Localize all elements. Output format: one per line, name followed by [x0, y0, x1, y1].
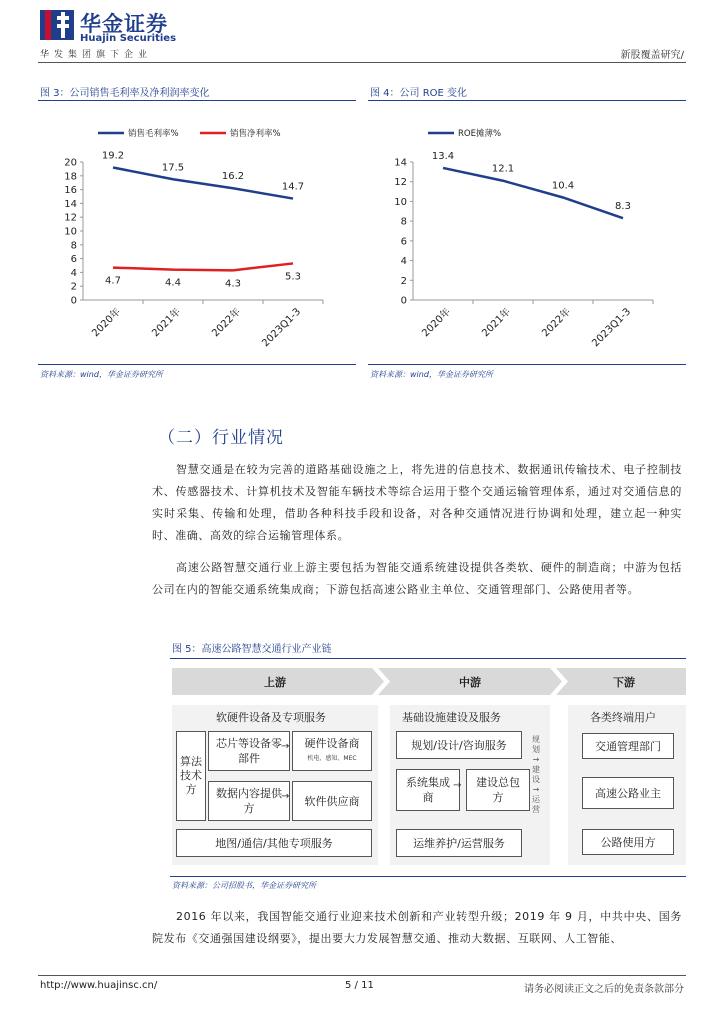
user-highway-owner: 高速公路业主 [582, 777, 674, 809]
upstream-title: 软硬件设备及专项服务 [216, 711, 326, 724]
fig4-source-rule [368, 364, 686, 365]
data-label: 5.3 [285, 271, 301, 283]
downstream-panel [568, 705, 686, 865]
map-service-box: 地图/通信/其他专项服务 [176, 829, 372, 857]
contractor-box: 建设总包方 [466, 769, 530, 811]
fig4-source: 资料来源：wind，华金证券研究所 [370, 370, 493, 379]
y-tick-label: 14 [394, 157, 407, 169]
industry-chain-diagram [172, 668, 686, 874]
x-tick-label: 2023Q1-3 [260, 306, 304, 350]
y-tick-label: 6 [70, 254, 77, 266]
x-tick-label: 2020年 [420, 306, 454, 340]
downstream-title: 各类终端用户 [590, 711, 656, 724]
data-label: 17.5 [161, 162, 185, 174]
x-tick-label: 2020年 [90, 306, 124, 340]
y-tick-label: 2 [400, 275, 407, 287]
band-midstream: 中游 [459, 675, 481, 689]
fig5-source: 资料来源：公司招股书，华金证券研究所 [172, 881, 316, 890]
company-name-cn: 华金证券 [80, 12, 168, 36]
y-tick-label: 20 [64, 157, 77, 169]
midstream-title: 基础设施建设及服务 [402, 711, 501, 724]
y-tick-label: 16 [64, 185, 77, 197]
fig4-title-rule [368, 100, 686, 101]
fig5-title-rule [170, 658, 686, 659]
disclaimer-note: 请务必阅读正文之后的免责条款部分 [524, 984, 684, 995]
x-tick-label: 2021年 [480, 306, 514, 340]
data-label: 13.4 [431, 150, 455, 162]
y-tick-label: 4 [70, 267, 77, 279]
paragraph-3: 2016 年以来，我国智能交通行业迎来技术创新和产业转型升级；2019 年 9 月，中共中央、国务院发布《交通强国建设纲要》，提出要大力发展智慧交通、推动大数据、互联网、人工智能、 [152, 910, 682, 945]
algo-box: 算法技术方 [176, 731, 206, 821]
data-label: 4.3 [225, 278, 241, 290]
data-label: 4.7 [105, 275, 121, 287]
legend-label: 销售净利率% [230, 129, 281, 139]
chart-margin [38, 104, 358, 362]
x-tick-label: 2021年 [150, 306, 184, 340]
user-traffic-mgmt: 交通管理部门 [582, 733, 674, 759]
upstream-panel [172, 705, 378, 865]
band-downstream: 下游 [613, 675, 635, 689]
hardware-sub: 机电、感知、MEC [307, 755, 357, 762]
phase-flow: 规划→建设→运营 [532, 735, 540, 814]
data-provider-box: 数据内容提供方 [208, 781, 290, 821]
data-label: 14.7 [281, 181, 305, 193]
legend-label: 销售毛利率% [128, 129, 179, 139]
report-type: 新股覆盖研究/ [620, 50, 684, 61]
fig3-title: 图 3：公司销售毛利率及净利润率变化 [40, 88, 210, 99]
y-tick-label: 10 [64, 226, 77, 238]
data-label: 16.2 [221, 171, 245, 183]
company-name-en: Huajin Securities [80, 33, 177, 44]
y-tick-label: 0 [400, 295, 407, 307]
hardware-box [292, 731, 372, 771]
x-tick-label: 2023Q1-3 [590, 306, 634, 350]
x-tick-label: 2022年 [210, 306, 244, 340]
y-tick-label: 4 [400, 256, 407, 268]
footer-divider [38, 975, 686, 976]
data-label: 8.3 [615, 201, 631, 213]
fig4-title: 图 4：公司 ROE 变化 [370, 88, 468, 99]
hardware-label: 硬件设备商 [304, 737, 360, 750]
y-tick-label: 0 [70, 295, 77, 307]
y-tick-label: 8 [400, 216, 407, 228]
fig3-source: 资料来源：wind，华金证券研究所 [40, 370, 163, 379]
arrow-data-sw: → [281, 791, 290, 802]
y-tick-label: 12 [394, 177, 407, 189]
data-label: 4.4 [165, 277, 181, 289]
system-integrator-box: 系统集成商 [396, 769, 460, 811]
series-line [113, 168, 293, 199]
user-road-user: 公路使用方 [582, 829, 674, 855]
y-tick-label: 18 [64, 171, 77, 183]
legend-label: ROE摊薄% [458, 129, 502, 139]
series-line [113, 263, 293, 270]
fig3-title-rule [38, 100, 356, 101]
company-logo-mark [40, 10, 74, 40]
page-number: 5 / 11 [345, 980, 374, 991]
y-tick-label: 10 [394, 196, 407, 208]
y-tick-label: 12 [64, 212, 77, 224]
arrow-si-build: → [453, 780, 462, 791]
fig3-source-rule [38, 364, 356, 365]
x-tick-label: 2022年 [540, 306, 574, 340]
chart-roe [368, 104, 688, 362]
planning-box: 规划/设计/咨询服务 [396, 731, 522, 759]
data-label: 12.1 [491, 163, 515, 175]
company-subtitle: 华发集团旗下企业 [40, 50, 153, 60]
y-tick-label: 8 [70, 240, 77, 252]
series-line [443, 168, 623, 218]
y-tick-label: 6 [400, 236, 407, 248]
section-title: （二）行业情况 [158, 428, 284, 448]
y-tick-label: 2 [70, 281, 77, 293]
header-divider [38, 62, 686, 63]
operations-box: 运维养护/运营服务 [396, 829, 522, 857]
footer-url[interactable]: http://www.huajinsc.cn/ [40, 980, 158, 991]
chip-box: 芯片等设备零部件 [208, 731, 290, 771]
fig5-source-rule [170, 876, 686, 877]
data-label: 19.2 [101, 150, 125, 162]
band-upstream: 上游 [264, 675, 286, 689]
y-tick-label: 14 [64, 198, 77, 210]
paragraph-2: 高速公路智慧交通行业上游主要包括为智能交通系统建设提供各类软、硬件的制造商；中游为包括公司在内的智能交通系统集成商；下游包括高速公路业主单位、交通管理部门、公路使用者等。 [152, 561, 682, 596]
arrow-chip-hw: → [281, 741, 290, 752]
fig5-title: 图 5：高速公路智慧交通行业产业链 [172, 644, 332, 655]
paragraph-1: 智慧交通是在较为完善的道路基础设施之上，将先进的信息技术、数据通讯传输技术、电子控制技术、传感器技术、计算机技术及智能车辆技术等综合运用于整个交通运输管理体系，通过对交通信息的实时采集、传输和处理，借助各种科技手段和设备，对各种交通情况进行协调和处理，建立起一种实时、准确、高效的综合运输管理体系。 [152, 463, 682, 542]
midstream-panel [390, 705, 550, 865]
software-box: 软件供应商 [292, 781, 372, 821]
data-label: 10.4 [551, 180, 575, 192]
